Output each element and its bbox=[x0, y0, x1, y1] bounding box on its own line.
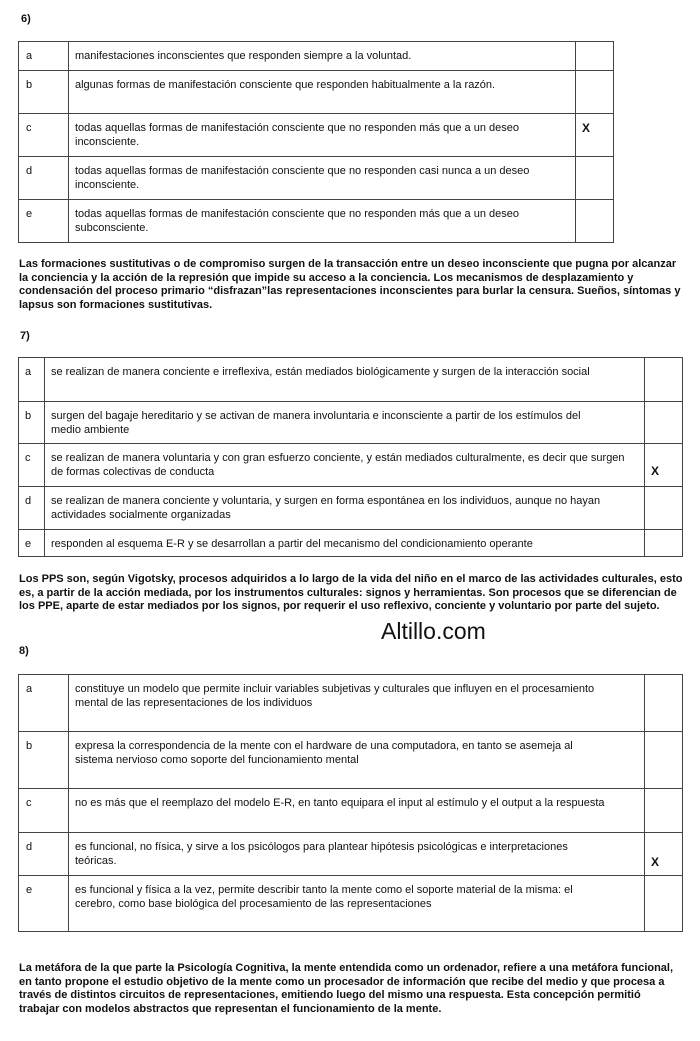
site-watermark: Altillo.com bbox=[381, 618, 486, 644]
option-letter: c bbox=[19, 114, 69, 157]
answer-mark-cell: X bbox=[576, 114, 614, 157]
option-letter: e bbox=[19, 530, 45, 557]
answer-mark-cell bbox=[645, 789, 683, 833]
option-letter: b bbox=[19, 71, 69, 114]
option-row bbox=[19, 42, 614, 71]
option-text: no es más que el reemplazo del modelo E-R, en tanto equipara el input al estímulo y el output a la respuesta bbox=[69, 789, 645, 833]
option-text: responden al esquema E-R y se desarrollan a partir del mecanismo del condicionamiento operante bbox=[45, 530, 645, 557]
option-row bbox=[19, 530, 683, 557]
option-row bbox=[19, 402, 683, 444]
option-text: surgen del bagaje hereditario y se activan de manera involuntaria e inconsciente a partir de los estímulos del medio ambiente bbox=[45, 402, 645, 444]
option-text: constituye un modelo que permite incluir variables subjetivas y culturales que influyen en el procesamiento mental de las representaciones de los individuos bbox=[69, 675, 645, 732]
answer-mark-cell bbox=[645, 876, 683, 932]
question-6-options-table bbox=[18, 41, 614, 243]
answer-mark-cell bbox=[645, 487, 683, 530]
option-row bbox=[19, 358, 683, 402]
option-letter: d bbox=[19, 833, 69, 876]
option-row bbox=[19, 157, 614, 200]
answer-mark-cell bbox=[645, 402, 683, 444]
option-text: es funcional, no física, y sirve a los psicólogos para plantear hipótesis psicológicas e interpretaciones teóricas. bbox=[69, 833, 645, 876]
option-row bbox=[19, 876, 683, 932]
option-text: se realizan de manera voluntaria y con gran esfuerzo conciente, y están mediados culturalmente, es decir que surgen de formas colectivas de conducta bbox=[45, 444, 645, 487]
answer-mark-cell bbox=[645, 732, 683, 789]
answer-mark-cell bbox=[576, 71, 614, 114]
question-7-number: 7) bbox=[20, 330, 30, 342]
option-letter: a bbox=[19, 675, 69, 732]
option-row bbox=[19, 200, 614, 243]
option-letter: e bbox=[19, 200, 69, 243]
answer-mark-cell bbox=[576, 200, 614, 243]
option-letter: b bbox=[19, 402, 45, 444]
option-row bbox=[19, 732, 683, 789]
option-row bbox=[19, 675, 683, 732]
option-letter: d bbox=[19, 157, 69, 200]
answer-mark-cell: X bbox=[645, 444, 683, 487]
option-letter: c bbox=[19, 444, 45, 487]
option-letter: a bbox=[19, 358, 45, 402]
option-row bbox=[19, 833, 683, 876]
option-text: expresa la correspondencia de la mente con el hardware de una computadora, en tanto se asemeja al sistema nervioso como soporte del funcionamiento mental bbox=[69, 732, 645, 789]
option-text: todas aquellas formas de manifestación consciente que no responden casi nunca a un deseo inconsciente. bbox=[69, 157, 576, 200]
option-letter: b bbox=[19, 732, 69, 789]
question-6-number: 6) bbox=[21, 13, 31, 25]
answer-mark-cell bbox=[576, 42, 614, 71]
option-row bbox=[19, 487, 683, 530]
option-text: manifestaciones inconscientes que responden siempre a la voluntad. bbox=[69, 42, 576, 71]
answer-mark-cell bbox=[576, 157, 614, 200]
option-text: todas aquellas formas de manifestación consciente que no responden más que a un deseo subconsciente. bbox=[69, 200, 576, 243]
question-6-explanation: Las formaciones sustitutivas o de compromiso surgen de la transacción entre un deseo inconsciente que pugna por alcanzar la conciencia y la acción de la represión que impide su acceso a la conciencia. Los mecanismos de desplazamiento y condensación del proceso primario “disfrazan”las representaciones inconscientes para burlar la censura. Sueños, síntomas y lapsus son formaciones sustitutivas. bbox=[19, 258, 681, 311]
option-text: algunas formas de manifestación consciente que responden habitualmente a la razón. bbox=[69, 71, 576, 114]
option-row bbox=[19, 789, 683, 833]
question-8-explanation: La metáfora de la que parte la Psicología Cognitiva, la mente entendida como un ordenador, refiere a una metáfora funcional, en tanto propone el estudio objetivo de la mente como un procesador de información que recibe del medio y que procesa a través de distintos circuitos de representaciones, emitiendo luego del mismo una respuesta. Esta concepción permitió trabajar con modelos abstractos que representan el funcionamiento de la mente. bbox=[19, 962, 674, 1015]
option-row bbox=[19, 114, 614, 157]
option-text: es funcional y física a la vez, permite describir tanto la mente como el soporte material de la misma: el cerebro, como base biológica del procesamiento de las representaciones bbox=[69, 876, 645, 932]
option-row bbox=[19, 444, 683, 487]
option-letter: e bbox=[19, 876, 69, 932]
answer-mark-cell bbox=[645, 530, 683, 557]
option-letter: d bbox=[19, 487, 45, 530]
option-text: se realizan de manera conciente y voluntaria, y surgen en forma espontánea en los individuos, aunque no hayan actividades socialmente organizadas bbox=[45, 487, 645, 530]
question-7-options-table bbox=[18, 357, 683, 557]
option-text: todas aquellas formas de manifestación consciente que no responden más que a un deseo inconsciente. bbox=[69, 114, 576, 157]
option-letter: c bbox=[19, 789, 69, 833]
question-8-options-table bbox=[18, 674, 683, 932]
answer-mark-cell: X bbox=[645, 833, 683, 876]
question-8-number: 8) bbox=[19, 645, 29, 657]
option-row bbox=[19, 71, 614, 114]
answer-mark-cell bbox=[645, 358, 683, 402]
option-letter: a bbox=[19, 42, 69, 71]
option-text: se realizan de manera conciente e irreflexiva, están mediados biológicamente y surgen de la interacción social bbox=[45, 358, 645, 402]
question-7-explanation: Los PPS son, según Vigotsky, procesos adquiridos a lo largo de la vida del niño en el marco de las actividades culturales, esto es, a partir de la acción mediada, por los instrumentos culturales: signos y herramientas. Son procesos que se diferencian de los PPE, aparte de estar mediados por los signos, por requerir el uso reflexivo, conciente y voluntario por parte del sujeto. bbox=[19, 573, 683, 612]
answer-mark-cell bbox=[645, 675, 683, 732]
